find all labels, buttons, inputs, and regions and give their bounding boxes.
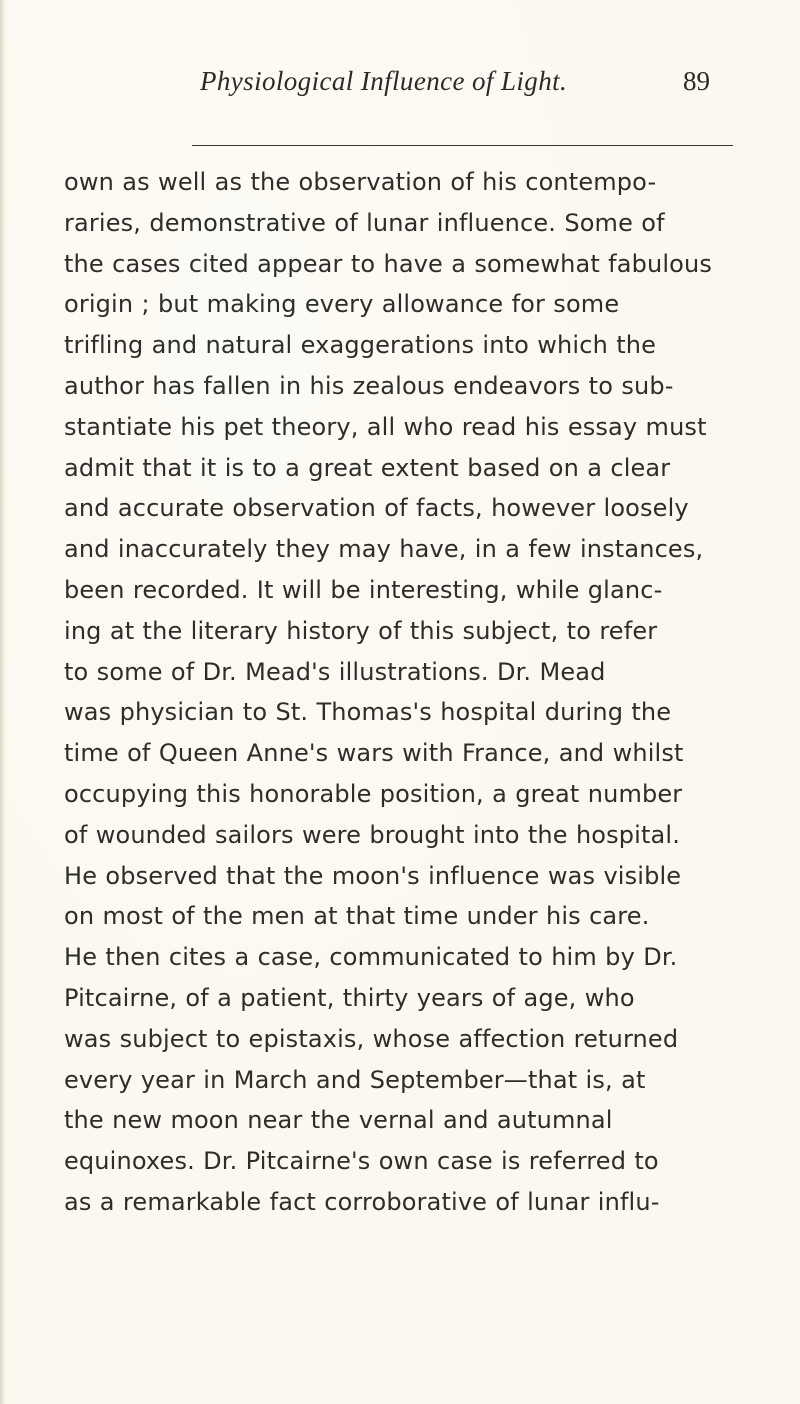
running-title: Physiological Influence of Light.	[200, 66, 568, 96]
text-line: was subject to epistaxis, whose affection returned	[64, 1024, 679, 1053]
text-line: Pitcairne, of a patient, thirty years of age, who	[64, 983, 635, 1012]
text-line: own as well as the observation of his contempo-	[64, 168, 657, 196]
text-line: trifling and natural exaggerations into which the	[64, 331, 657, 360]
text-line: every year in March and September—that is, at	[64, 1065, 646, 1094]
text-line: of wounded sailors were brought into the hospital.	[64, 820, 681, 849]
page-edge	[0, 0, 6, 1404]
text-line: the cases cited appear to have a somewhat fabulous	[64, 249, 713, 278]
text-line: ing at the literary history of this subject, to refer	[64, 616, 658, 645]
text-line: to some of Dr. Mead's illustrations. Dr. Mead	[64, 657, 606, 686]
text-line: been recorded. It will be interesting, while glanc-	[64, 575, 663, 604]
text-line: and accurate observation of facts, however loosely	[64, 494, 689, 523]
text-line: on most of the men at that time under his care.	[64, 902, 650, 931]
text-line: and inaccurately they may have, in a few instances,	[64, 535, 704, 564]
text-line: He then cites a case, communicated to him by Dr.	[64, 943, 678, 972]
text-line: occupying this honorable position, a great number	[64, 779, 683, 808]
text-line: time of Queen Anne's wars with France, and whilst	[64, 739, 684, 768]
page-number: 89	[683, 66, 710, 96]
body-paragraph	[64, 162, 754, 1223]
text-line: was physician to St. Thomas's hospital during the	[64, 698, 672, 727]
text-line: author has fallen in his zealous endeavors to sub-	[64, 371, 674, 400]
text-line: equinoxes. Dr. Pitcairne's own case is referred to	[64, 1147, 659, 1176]
text-line: origin ; but making every allowance for some	[64, 290, 620, 319]
header-rule	[192, 145, 733, 146]
text-line: as a remarkable fact corroborative of lunar influ-	[64, 1187, 660, 1216]
text-line: admit that it is to a great extent based on a clear	[64, 453, 671, 482]
text-line: He observed that the moon's influence was visible	[64, 861, 682, 890]
text-line: stantiate his pet theory, all who read his essay must	[64, 412, 707, 441]
text-line: raries, demonstrative of lunar influence. Some of	[64, 208, 665, 237]
text-line: the new moon near the vernal and autumnal	[64, 1106, 613, 1135]
